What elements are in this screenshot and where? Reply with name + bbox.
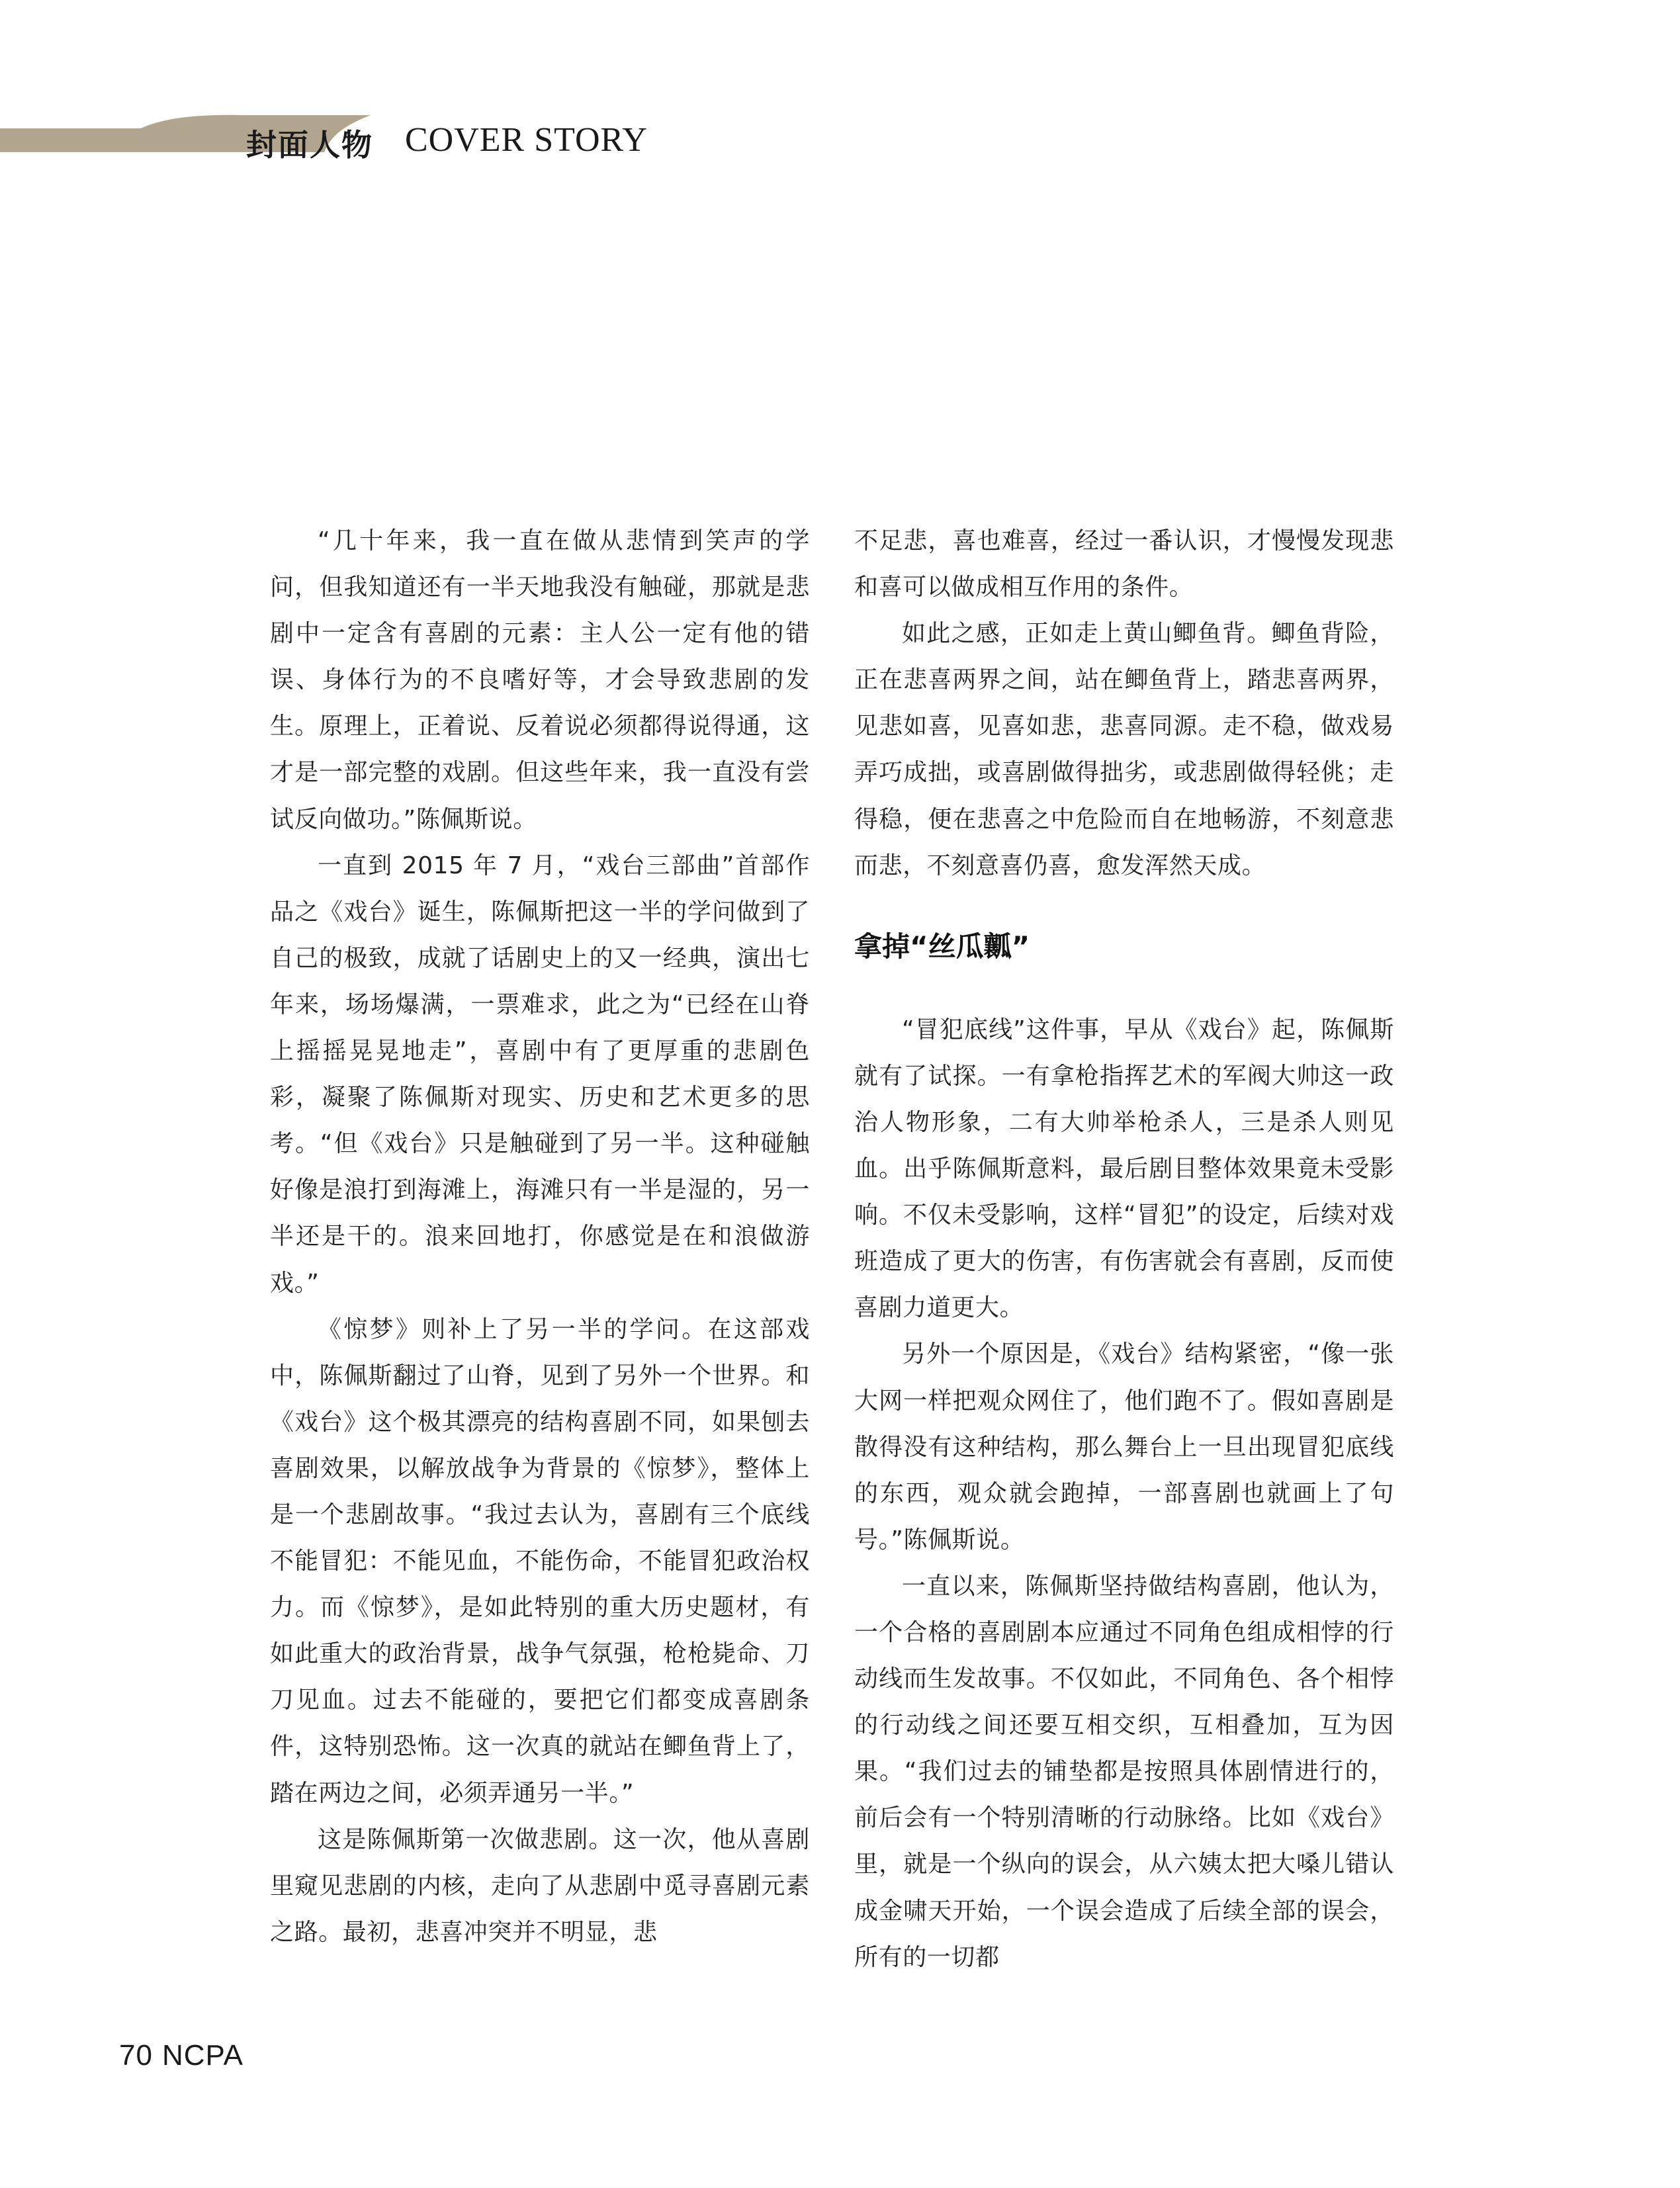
article-paragraph: 这是陈佩斯第一次做悲剧。这一次，他从喜剧里窥见悲剧的内核，走向了从悲剧中觅寻喜剧元素之路。最初，悲喜冲突并不明显，悲 (270, 1825, 810, 1946)
article-paragraph: “冒犯底线”这件事，早从《戏台》起，陈佩斯就有了试探。一有拿枪指挥艺术的军阀大帅这一政治人物形象，二有大帅举枪杀人，三是杀人则见血。出乎陈佩斯意料，最后剧目整体效果竟未受影响。不仅未受影响，这样“冒犯”的设定，后续对戏班造成了更大的伤害，有伤害就会有喜剧，反而使喜剧力道更大。 (854, 1016, 1394, 1322)
article-paragraph: 一直以来，陈佩斯坚持做结构喜剧，他认为，一个合格的喜剧剧本应通过不同角色组成相悖的行动线而生发故事。不仅如此，不同角色、各个相悖的行动线之间还要互相交织，互相叠加，互为因果。“我们过去的铺垫都是按照具体剧情进行的，前后会有一个特别清晰的行动脉络。比如《戏台》里，就是一个纵向的误会，从六姨太把大嗓儿错认成金啸天开始，一个误会造成了后续全部的误会，所有的一切都 (854, 1572, 1394, 1971)
header-band (0, 0, 1680, 172)
page-number: 70 (119, 2039, 153, 2072)
section-title-en: COVER STORY (405, 121, 648, 159)
page-footer (119, 2039, 253, 2072)
article-paragraph: “几十年来，我一直在做从悲情到笑声的学问，但我知道还有一半天地我没有触碰，那就是悲剧中一定含有喜剧的元素：主人公一定有他的错误、身体行为的不良嗜好等，才会导致悲剧的发生。原理上，正着说、反着说必须都得说得通，这才是一部完整的戏剧。但这些年来，我一直没有尝试反向做功。”陈佩斯说。 (270, 527, 810, 833)
magazine-name: NCPA (161, 2039, 243, 2072)
article-subheading: 拿掉“丝瓜瓤” (854, 930, 1030, 963)
article-paragraph: 一直到 2015 年 7 月，“戏台三部曲”首部作品之《戏台》诞生，陈佩斯把这一半的学问做到了自己的极致，成就了话剧史上的又一经典，演出七年来，场场爆满，一票难求，此之为“已经在山脊上摇摇晃晃地走”，喜剧中有了更厚重的悲剧色彩，凝聚了陈佩斯对现实、历史和艺术更多的思考。“但《戏台》只是触碰到了另一半。这种碰触好像是浪打到海滩上，海滩只有一半是湿的，另一半还是干的。浪来回地打，你感觉是在和浪做游戏。” (270, 852, 810, 1297)
article-paragraph: 《惊梦》则补上了另一半的学问。在这部戏中，陈佩斯翻过了山脊，见到了另外一个世界。和《戏台》这个极其漂亮的结构喜剧不同，如果刨去喜剧效果，以解放战争为背景的《惊梦》，整体上是一个悲剧故事。“我过去认为，喜剧有三个底线不能冒犯：不能见血，不能伤命，不能冒犯政治权力。而《惊梦》，是如此特别的重大历史题材，有如此重大的政治背景，战争气氛强，枪枪毙命、刀刀见血。过去不能碰的，要把它们都变成喜剧条件，这特别恐怖。这一次真的就站在鲫鱼背上了，踏在两边之间，必须弄通另一半。” (270, 1315, 810, 1807)
article-column-left (270, 518, 810, 1956)
article-paragraph: 不足悲，喜也难喜，经过一番认识，才慢慢发现悲和喜可以做成相互作用的条件。 (854, 527, 1394, 601)
article-paragraph: 另外一个原因是，《戏台》结构紧密，“像一张大网一样把观众网住了，他们跑不了。假如喜剧是散得没有这种结构，那么舞台上一旦出现冒犯底线的东西，观众就会跑掉，一部喜剧也就画上了句号。”陈佩斯说。 (854, 1340, 1394, 1553)
section-title-cn: 封面人物 (246, 127, 373, 163)
article-paragraph: 如此之感，正如走上黄山鲫鱼背。鲫鱼背险，正在悲喜两界之间，站在鲫鱼背上，踏悲喜两界，见悲如喜，见喜如悲，悲喜同源。走不稳，做戏易弄巧成拙，或喜剧做得拙劣，或悲剧做得轻佻；走得稳，便在悲喜之中危险而自在地畅游，不刻意悲而悲，不刻意喜仍喜，愈发浑然天成。 (854, 620, 1394, 879)
article-column-right (854, 518, 1394, 1981)
